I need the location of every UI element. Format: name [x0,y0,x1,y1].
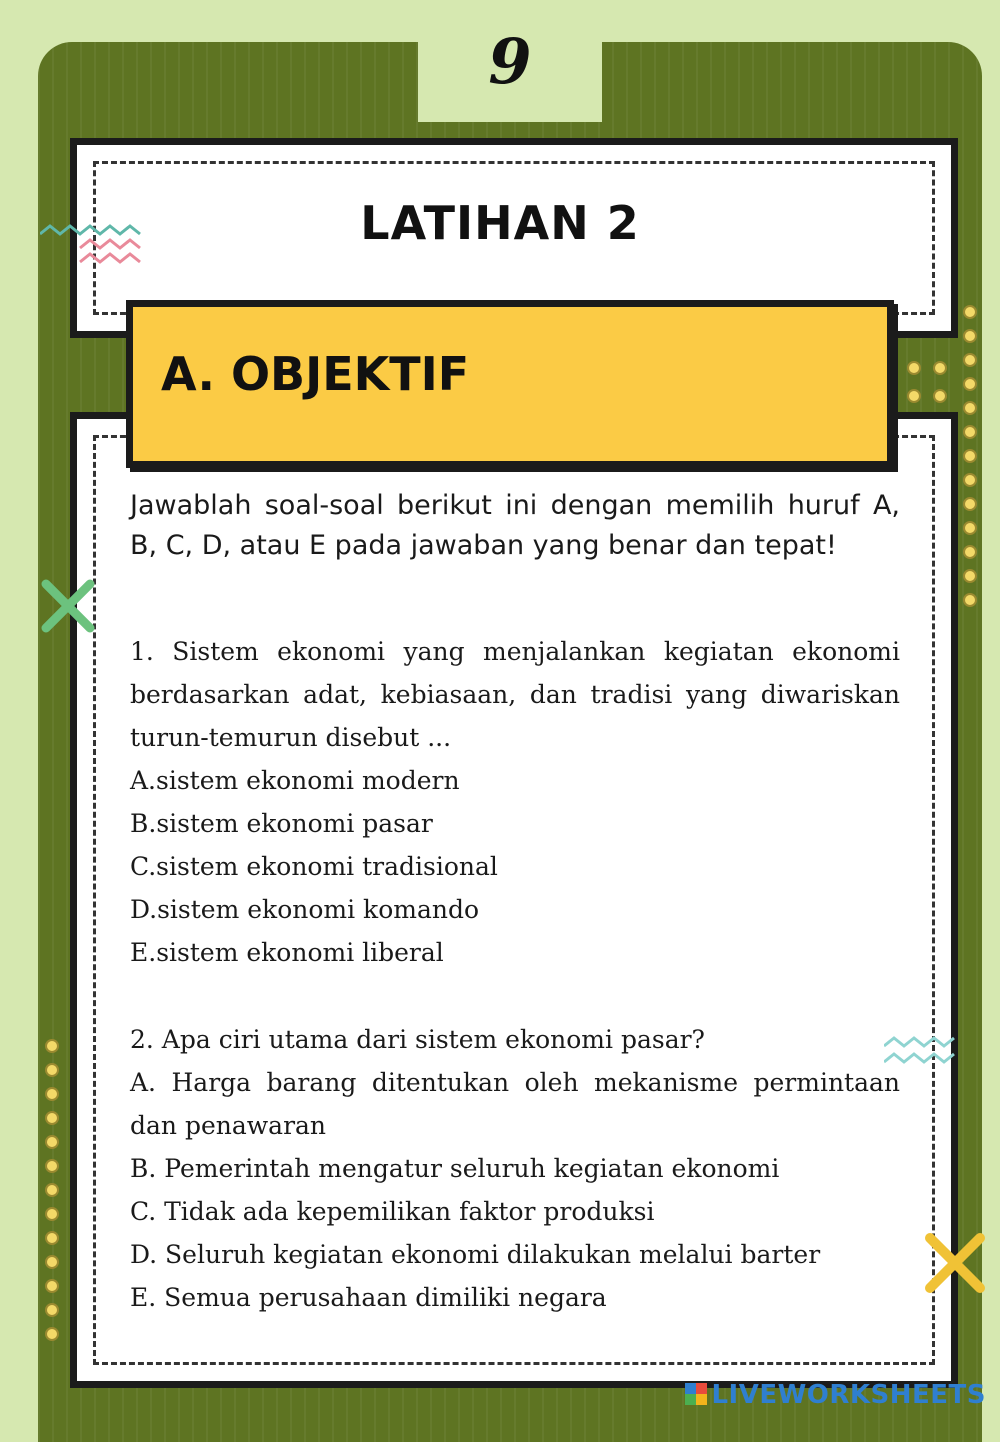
answer-option[interactable]: C. Tidak ada kepemilikan faktor produksi [130,1197,655,1226]
answer-option[interactable]: E.sistem ekonomi liberal [130,938,444,967]
brand-text: LIVEWORKSHEETS [711,1380,986,1410]
answer-option[interactable]: A.sistem ekonomi modern [130,766,460,795]
question-stem: 2. Apa ciri utama dari sistem ekonomi pasar? [130,1025,705,1054]
section-heading: A. OBJEKTIF [161,347,470,401]
page-number: 9 [488,24,532,98]
answer-option[interactable]: C.sistem ekonomi tradisional [130,852,498,881]
page-number-tab [418,0,602,122]
instruction-text: Jawablah soal-soal berikut ini dengan memilih huruf A, B, C, D, atau E pada jawaban yang benar dan tepat! [130,490,900,561]
answer-option[interactable]: B.sistem ekonomi pasar [130,809,433,838]
answer-option[interactable]: D. Seluruh kegiatan ekonomi dilakukan melalui barter [130,1240,821,1269]
answer-option[interactable]: D.sistem ekonomi komando [130,895,480,924]
liveworksheets-logo-icon [685,1383,707,1405]
answer-option[interactable]: E. Semua perusahaan dimiliki negara [130,1283,607,1312]
answer-option[interactable]: B. Pemerintah mengatur seluruh kegiatan ekonomi [130,1154,780,1183]
answer-option[interactable]: A. Harga barang ditentukan oleh mekanisme permintaan dan penawaran [130,1068,900,1140]
zigzag-decoration-icon [40,222,150,268]
cross-decoration-icon [924,1232,986,1294]
cross-decoration-icon [40,578,96,634]
dots-decoration-icon [900,300,982,620]
question-2 [130,1018,900,1319]
dots-decoration-icon [40,1034,70,1350]
liveworksheets-watermark [685,1380,986,1410]
question-stem: 1. Sistem ekonomi yang menjalankan kegiatan ekonomi berdasarkan adat, kebiasaan, dan tradisi yang diwariskan turun-temurun disebut ... [130,637,900,752]
question-1 [130,630,900,974]
page-title: LATIHAN 2 [360,196,640,250]
section-banner [126,300,894,468]
